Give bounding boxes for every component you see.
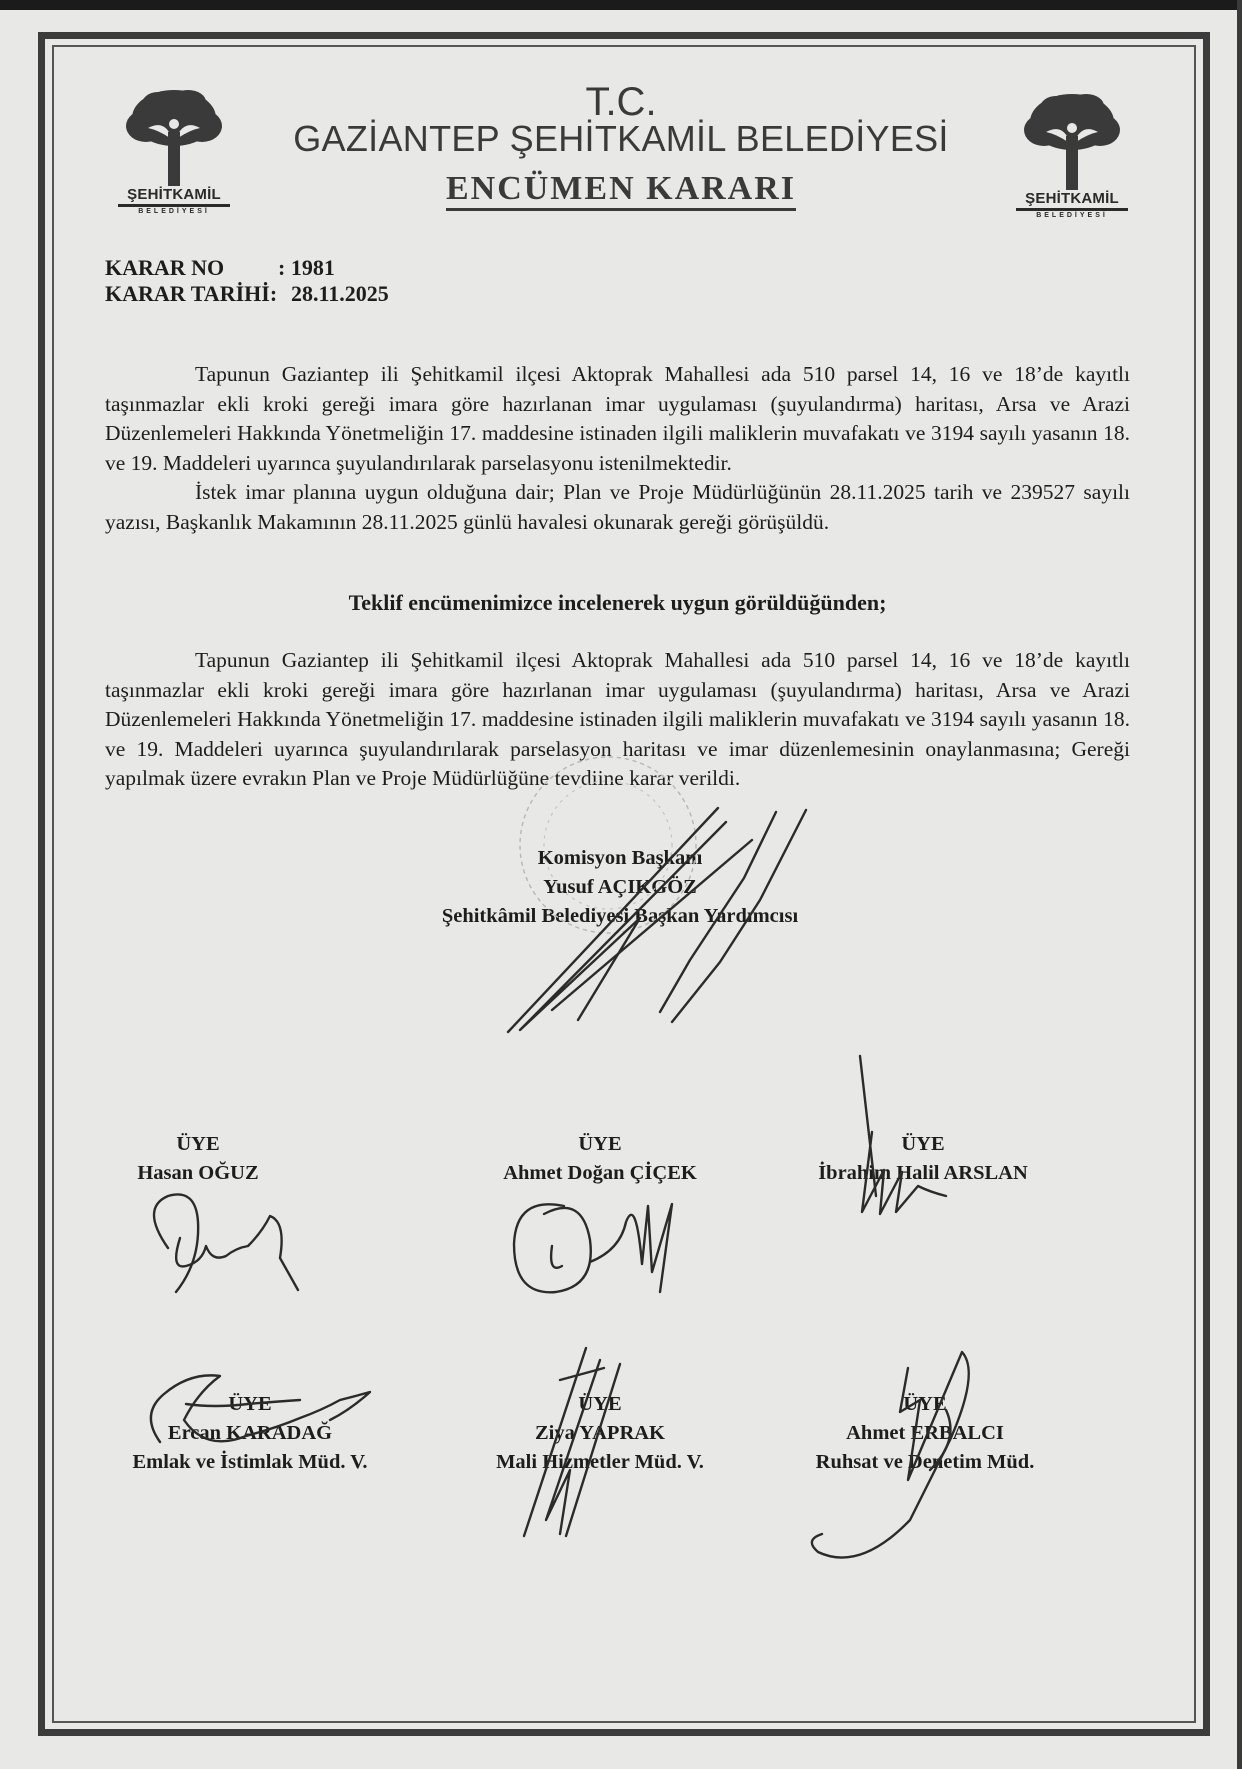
paragraph-resolution: Tapunun Gaziantep ili Şehitkamil ilçesi Aktoprak Mahallesi ada 510 parsel 14, 16 ve 18’de kayıtlı taşınmazlar ekli kroki gereği imara göre hazırlanan imar uygulaması (şuyulandırma) haritası, Arsa ve Arazi Düzenlemeleri Hakkında Yönetmeliğin 17. maddesine istinaden ilgili maliklerin muvafakatı ve 3194 sayılı yasanın 18. ve 19. Maddeleri uyarınca şuyulandırılarak parselasyon haritası ve imar düzenlemesinin onaylanmasına; Gereği yapılmak üzere evrakın Plan ve Proje Müdürlüğüne tevdiine karar verildi. [105, 648, 1130, 790]
chair-signature-block [360, 844, 880, 931]
member-block-2 [470, 1130, 730, 1188]
member-title: Mali Hizmetler Müd. V. [496, 1451, 704, 1473]
logo-right-subtext: BELEDİYESİ [1016, 208, 1128, 219]
member-name: İbrahim Halil ARSLAN [818, 1162, 1028, 1184]
karar-tarihi-value: 28.11.2025 [291, 281, 389, 306]
municipality-logo-right [1016, 90, 1128, 220]
member-name: Ahmet ERBALCI [846, 1422, 1004, 1444]
scan-edge-right [1237, 0, 1242, 1769]
logo-right-text: ŞEHİTKAMİL [1025, 190, 1119, 207]
karar-no-value: : 1981 [278, 255, 335, 280]
tree-icon [118, 86, 230, 186]
member-role: ÜYE [578, 1133, 622, 1155]
chair-title: Şehitkâmil Belediyesi Başkan Yardımcısı [441, 905, 799, 927]
karar-no-label: KARAR NO [105, 255, 225, 280]
scan-edge-top [0, 0, 1242, 10]
member-name: Ahmet Doğan ÇİÇEK [503, 1162, 697, 1184]
paragraph-review: İstek imar planına uygun olduğuna dair; Plan ve Proje Müdürlüğünün 28.11.2025 tarih ve 239527 sayılı yazısı, Başkanlık Makamının 28.11.2025 günlü havalesi okunarak gereği görüşüldü. [105, 480, 1130, 534]
header-subtitle [260, 170, 982, 208]
member-role: ÜYE [228, 1393, 272, 1415]
header-tc: T.C. [585, 80, 657, 124]
member-block-5 [470, 1390, 730, 1477]
header-subtitle-text: ENCÜMEN KARARI [446, 170, 796, 211]
decision-heading: Teklif encümenimizce incelenerek uygun görüldüğünden; [348, 590, 887, 615]
decision-body-intro [105, 360, 1130, 537]
member-title: Ruhsat ve Denetim Müd. [815, 1451, 1035, 1473]
member-name: Ercan KARADAĞ [167, 1422, 333, 1444]
member-block-3 [788, 1130, 1058, 1188]
chair-role: Komisyon Başkanı [537, 847, 703, 869]
member-block-1 [108, 1130, 288, 1188]
member-role: ÜYE [578, 1393, 622, 1415]
member-block-6 [790, 1390, 1060, 1477]
member-name: Hasan OĞUZ [137, 1162, 259, 1184]
karar-tarihi-label: KARAR TARİHİ: [105, 281, 278, 306]
logo-left-subtext: BELEDİYESİ [118, 204, 230, 215]
header-title: GAZİANTEP ŞEHİTKAMİL BELEDİYESİ [293, 118, 949, 159]
member-role: ÜYE [176, 1133, 220, 1155]
municipality-logo-left [118, 86, 230, 216]
member-role: ÜYE [901, 1133, 945, 1155]
member-role: ÜYE [903, 1393, 947, 1415]
tree-icon [1016, 90, 1128, 190]
member-name: Ziya YAPRAK [534, 1422, 666, 1444]
member-block-4 [100, 1390, 400, 1477]
logo-left-text: ŞEHİTKAMİL [127, 186, 221, 203]
chair-name: Yusuf AÇIKGÖZ [543, 876, 697, 898]
decision-body-resolution [105, 646, 1130, 794]
paragraph-request: Tapunun Gaziantep ili Şehitkamil ilçesi Aktoprak Mahallesi ada 510 parsel 14, 16 ve 18’de kayıtlı taşınmazlar ekli kroki gereği imara göre hazırlanan imar uygulaması (şuyulandırma) haritası, Arsa ve Arazi Düzenlemeleri Hakkında Yönetmeliğin 17. maddesine istinaden ilgili maliklerin muvafakatı ve 3194 sayılı yasanın 18. ve 19. Maddeleri uyarınca şuyulandırılarak parselasyonu istenilmektedir. [105, 362, 1130, 475]
member-title: Emlak ve İstimlak Müd. V. [132, 1451, 368, 1473]
